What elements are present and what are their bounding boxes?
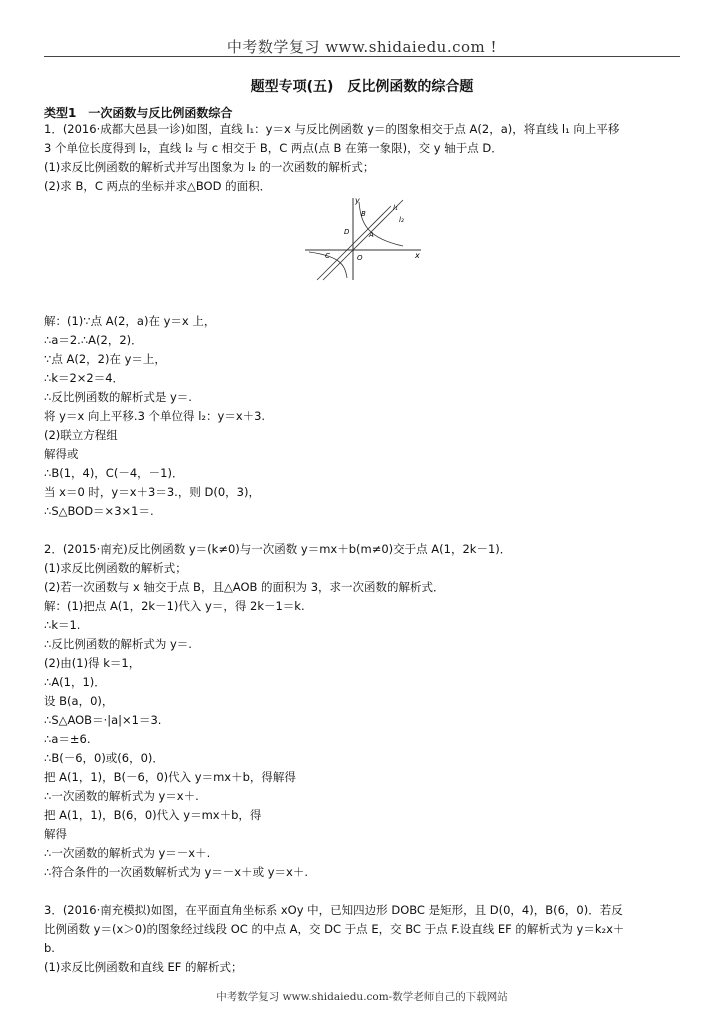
text-line: 解：(1)∵点 A(2，a)在 y＝x 上， bbox=[44, 314, 216, 328]
page-header: 中考数学复习 www.shidaiedu.com ! bbox=[226, 38, 498, 56]
label-l1: l₁ bbox=[393, 204, 398, 212]
text-line: ∴k＝2×2＝4． bbox=[44, 371, 125, 385]
text-line: ∴S△BOD＝×3×1＝. bbox=[44, 504, 154, 518]
label-y: y bbox=[355, 196, 360, 205]
text-line: ∴反比例函数的解析式是 y＝. bbox=[44, 390, 192, 404]
text-line: 解：(1)把点 A(1，2k－1)代入 y＝，得 2k－1＝k. bbox=[44, 599, 305, 613]
text-line: (2)联立方程组 bbox=[44, 428, 118, 442]
text-line: (1)求反比例函数的解析式； bbox=[44, 561, 187, 575]
text-line: 将 y＝x 向上平移.3 个单位得 l₂：y＝x＋3. bbox=[44, 409, 266, 423]
label-o: O bbox=[357, 254, 363, 262]
text-line: (2)若一次函数与 x 轴交于点 B，且△AOB 的面积为 3，求一次函数的解析式． bbox=[44, 580, 445, 594]
text-line: ∴k＝1. bbox=[44, 618, 81, 632]
text-line: ∴符合条件的一次函数解析式为 y＝－x＋或 y＝x＋. bbox=[44, 865, 309, 879]
page-footer: 中考数学复习 www.shidaiedu.com-数学老师自己的下载网站 bbox=[216, 991, 508, 1003]
text-line: ∴一次函数的解析式为 y＝x＋. bbox=[44, 789, 199, 803]
text-line: ∴a＝±6. bbox=[44, 732, 91, 746]
label-b: B bbox=[361, 210, 366, 218]
label-d: D bbox=[344, 228, 350, 236]
text-line: 把 A(1，1)，B(－6，0)代入 y＝mx＋b，得解得 bbox=[44, 770, 296, 784]
text-line: 1．(2016·成都大邑县一诊)如图，直线 l₁：y＝x 与反比例函数 y＝的图象相交于点 A(2，a)，将直线 l₁ 向上平移 bbox=[44, 122, 620, 136]
label-l2: l₂ bbox=[399, 216, 404, 224]
text-line: 3 个单位长度得到 l₂，直线 l₂ 与 c 相交于 B，C 两点(点 B 在第一象限)，交 y 轴于点 D． bbox=[44, 141, 503, 155]
text-line: 设 B(a，0)， bbox=[44, 694, 114, 708]
text-line: (2)求 B，C 两点的坐标并求△BOD 的面积． bbox=[44, 179, 272, 193]
text-line: ∴反比例函数的解析式为 y＝. bbox=[44, 637, 192, 651]
text-line: 把 A(1，1)，B(6，0)代入 y＝mx＋b，得 bbox=[44, 808, 262, 822]
text-line: b. bbox=[44, 941, 55, 955]
label-a: A bbox=[369, 231, 374, 239]
section-heading: 类型1 一次函数与反比例函数综合 bbox=[44, 106, 233, 120]
text-line: (1)求反比例函数的解析式并写出图象为 l₂ 的一次函数的解析式； bbox=[44, 160, 375, 174]
page-title: 题型专项(五) 反比例函数的综合题 bbox=[250, 79, 474, 95]
text-line: (2)由(1)得 k＝1， bbox=[44, 656, 141, 670]
label-x: x bbox=[415, 251, 420, 260]
text-line: 比例函数 y＝(x＞0)的图象经过线段 OC 的中点 A，交 DC 于点 E，交 BC 于点 F.设直线 EF 的解析式为 y＝k₂x＋ bbox=[44, 922, 625, 936]
text-line: ∴S△AOB＝·|a|×1＝3. bbox=[44, 713, 162, 727]
text-line: ∴B(－6，0)或(6，0)． bbox=[44, 751, 164, 765]
function-graph-figure bbox=[303, 194, 425, 282]
text-line: 2．(2015·南充)反比例函数 y＝(k≠0)与一次函数 y＝mx＋b(m≠0)交于点 A(1，2k－1)． bbox=[44, 542, 512, 556]
text-line: 3．(2016·南充模拟)如图，在平面直角坐标系 xOy 中，已知四边形 DOBC 是矩形，且 D(0，4)，B(6，0)．若反 bbox=[44, 903, 623, 917]
text-line: 解得或 bbox=[44, 447, 79, 461]
text-line: ∴a＝2.∴A(2，2)． bbox=[44, 333, 143, 347]
text-line: ∴一次函数的解析式为 y＝－x＋. bbox=[44, 846, 211, 860]
header-rule bbox=[44, 56, 680, 57]
line-l1 bbox=[317, 206, 391, 280]
text-line: 解得 bbox=[44, 827, 67, 841]
text-line: ∴A(1，1)． bbox=[44, 675, 106, 689]
text-line: 当 x＝0 时，y＝x＋3＝3.，则 D(0，3)， bbox=[44, 485, 260, 499]
text-line: ∴B(1，4)，C(－4，－1)． bbox=[44, 466, 184, 480]
label-c: C bbox=[325, 252, 330, 260]
text-line: (1)求反比例函数和直线 EF 的解析式； bbox=[44, 960, 243, 974]
text-line: ∵点 A(2，2)在 y＝上， bbox=[44, 352, 166, 366]
